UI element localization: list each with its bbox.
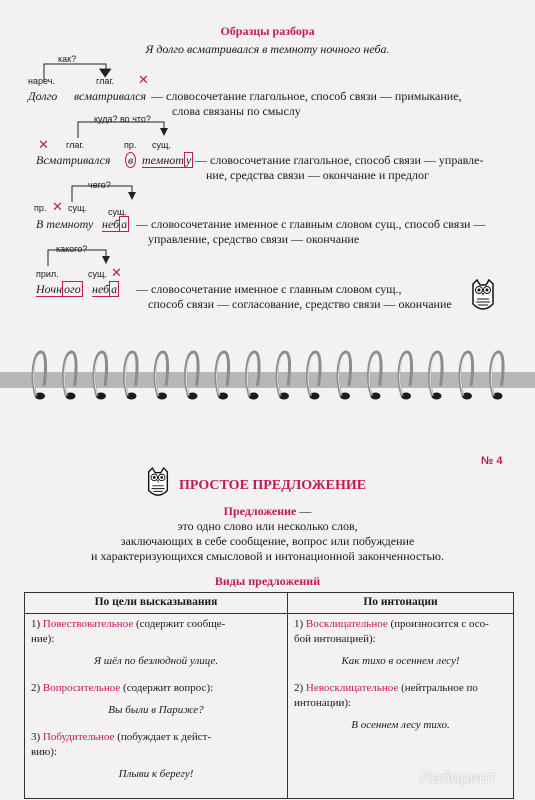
purpose-cell bbox=[25, 614, 288, 799]
watermark-logo: Лабиринт bbox=[420, 768, 496, 787]
type-desc-cont: вию): bbox=[31, 746, 58, 758]
ex3-desc-2: управление, средство связи — окончание bbox=[148, 232, 360, 246]
ex1-word-2: всматривался bbox=[74, 89, 147, 103]
example-sentence: Я долго всматривался в темноту ночного неба. bbox=[145, 42, 390, 56]
cross-mark-icon: ✕ bbox=[138, 72, 149, 87]
type-desc: (побуждает к дейст- bbox=[114, 731, 212, 743]
example-sentence: Вы были в Париже? bbox=[108, 704, 204, 716]
ex2-desc-2: ние, средства связи — окончание и предлог bbox=[206, 168, 429, 182]
types-title: Виды предложений bbox=[214, 574, 321, 588]
preposition-circle: в bbox=[125, 152, 136, 168]
definition-dash: — bbox=[296, 504, 312, 518]
cross-mark-icon: ✕ bbox=[52, 199, 63, 214]
example-sentence: Плыви к берегу! bbox=[118, 768, 194, 780]
question-3: чего? bbox=[88, 180, 111, 190]
tag-adverb: нареч. bbox=[28, 76, 55, 86]
spiral-binding bbox=[0, 346, 535, 406]
type-desc: (содержит вопрос): bbox=[120, 682, 214, 694]
item-number: 2) bbox=[294, 682, 304, 694]
ex1-desc-1: — словосочетание глагольное, способ связи — примыкание, bbox=[151, 89, 462, 103]
ending-box: ого bbox=[64, 282, 81, 296]
tag-verb: глаг. bbox=[96, 76, 115, 86]
tag-prep: пр. bbox=[124, 140, 137, 150]
cross-mark-icon: ✕ bbox=[38, 137, 49, 152]
type-term: Повествовательное bbox=[42, 618, 134, 630]
cross-mark-icon: ✕ bbox=[111, 265, 122, 280]
owl-icon bbox=[144, 466, 172, 500]
ex3-word-2 bbox=[102, 217, 129, 232]
definition-line-3: и характеризующихся смысловой и интонационной законченностью. bbox=[91, 549, 444, 563]
type-term: Восклицательное bbox=[305, 618, 388, 630]
tag-verb-2: глаг. bbox=[66, 140, 85, 150]
intonation-item-1 bbox=[294, 617, 507, 667]
ex2-prep bbox=[125, 153, 136, 168]
example-sentence: В осеннем лесу тихо. bbox=[351, 719, 450, 731]
ending-box: а bbox=[121, 217, 128, 231]
ex1-desc-2: слова связаны по смыслу bbox=[172, 104, 301, 118]
column-header-intonation: По интонации bbox=[288, 593, 514, 614]
item-number: 2) bbox=[31, 682, 41, 694]
ex4-stem-2: неб bbox=[92, 282, 110, 296]
ex3-stem: неб bbox=[102, 217, 120, 231]
purpose-item-1 bbox=[31, 617, 281, 667]
type-desc: (произносится с осо- bbox=[387, 618, 489, 630]
section-heading: ПРОСТОЕ ПРЕДЛОЖЕНИЕ bbox=[179, 478, 367, 493]
type-term: Невосклицательное bbox=[305, 682, 399, 694]
type-desc: (содержит сообще- bbox=[133, 618, 226, 630]
ex4-word-1 bbox=[36, 282, 83, 297]
tag-noun-3b: сущ. bbox=[108, 207, 127, 217]
type-desc: (нейтральное по bbox=[398, 682, 478, 694]
definition-line-1: это одно слово или несколько слов, bbox=[177, 519, 358, 533]
item-number: 3) bbox=[31, 731, 41, 743]
tag-adjective: прил. bbox=[36, 269, 59, 279]
definition-term: Предложение bbox=[223, 504, 297, 518]
question-2: куда? во что? bbox=[94, 114, 151, 124]
definition-line-2: заключающих в себе сообщение, вопрос или побуждение bbox=[120, 534, 415, 548]
ex4-stem-1: Ночн bbox=[36, 282, 63, 296]
tag-noun: сущ. bbox=[152, 140, 171, 150]
ex4-desc-1: — словосочетание именное с главным словом сущ., bbox=[136, 282, 402, 296]
ex2-word-1: Всматривался bbox=[36, 153, 111, 167]
type-term: Вопросительное bbox=[42, 682, 121, 694]
item-number: 1) bbox=[294, 618, 304, 630]
ex2-desc-1: — словосочетание глагольное, способ связи — управле- bbox=[195, 153, 484, 167]
intonation-item-2 bbox=[294, 681, 507, 731]
examples-title: Образцы разбора bbox=[220, 24, 315, 38]
item-number: 1) bbox=[31, 618, 41, 630]
definition-line-0 bbox=[0, 504, 535, 519]
tag-noun-4: сущ. bbox=[88, 269, 107, 279]
ex4-word-2 bbox=[92, 282, 119, 297]
owl-icon bbox=[468, 278, 498, 314]
ex2-stem: темнот bbox=[142, 153, 184, 167]
ex1-word-1: Долго bbox=[28, 89, 58, 103]
page-number: № 4 bbox=[481, 455, 503, 467]
column-header-purpose: По цели высказывания bbox=[25, 593, 288, 614]
ex2-word-2 bbox=[142, 153, 193, 168]
tag-noun-3a: сущ. bbox=[68, 203, 87, 213]
type-desc-cont: интонации): bbox=[294, 697, 352, 709]
purpose-item-2 bbox=[31, 681, 281, 716]
type-desc-cont: ние): bbox=[31, 633, 55, 645]
type-desc-cont: бой интонацией): bbox=[294, 633, 376, 645]
ex3-desc-1: — словосочетание именное с главным словом сущ., способ связи — bbox=[136, 217, 486, 231]
table-header-row bbox=[25, 593, 514, 614]
question-4: какого? bbox=[56, 244, 88, 254]
question-1: как? bbox=[58, 54, 77, 64]
ex3-word-1: В темноту bbox=[36, 217, 94, 231]
ending-box: а bbox=[111, 282, 118, 296]
ex4-desc-2: способ связи — согласование, средство связи — окончание bbox=[148, 297, 452, 311]
example-sentence: Я шёл по безлюдной улице. bbox=[93, 655, 219, 667]
example-sentence: Как тихо в осеннем лесу! bbox=[341, 655, 460, 667]
type-term: Побудительное bbox=[42, 731, 115, 743]
ending-box: у bbox=[185, 153, 192, 167]
purpose-item-3 bbox=[31, 730, 281, 780]
tag-prep-3: пр. bbox=[34, 203, 47, 213]
